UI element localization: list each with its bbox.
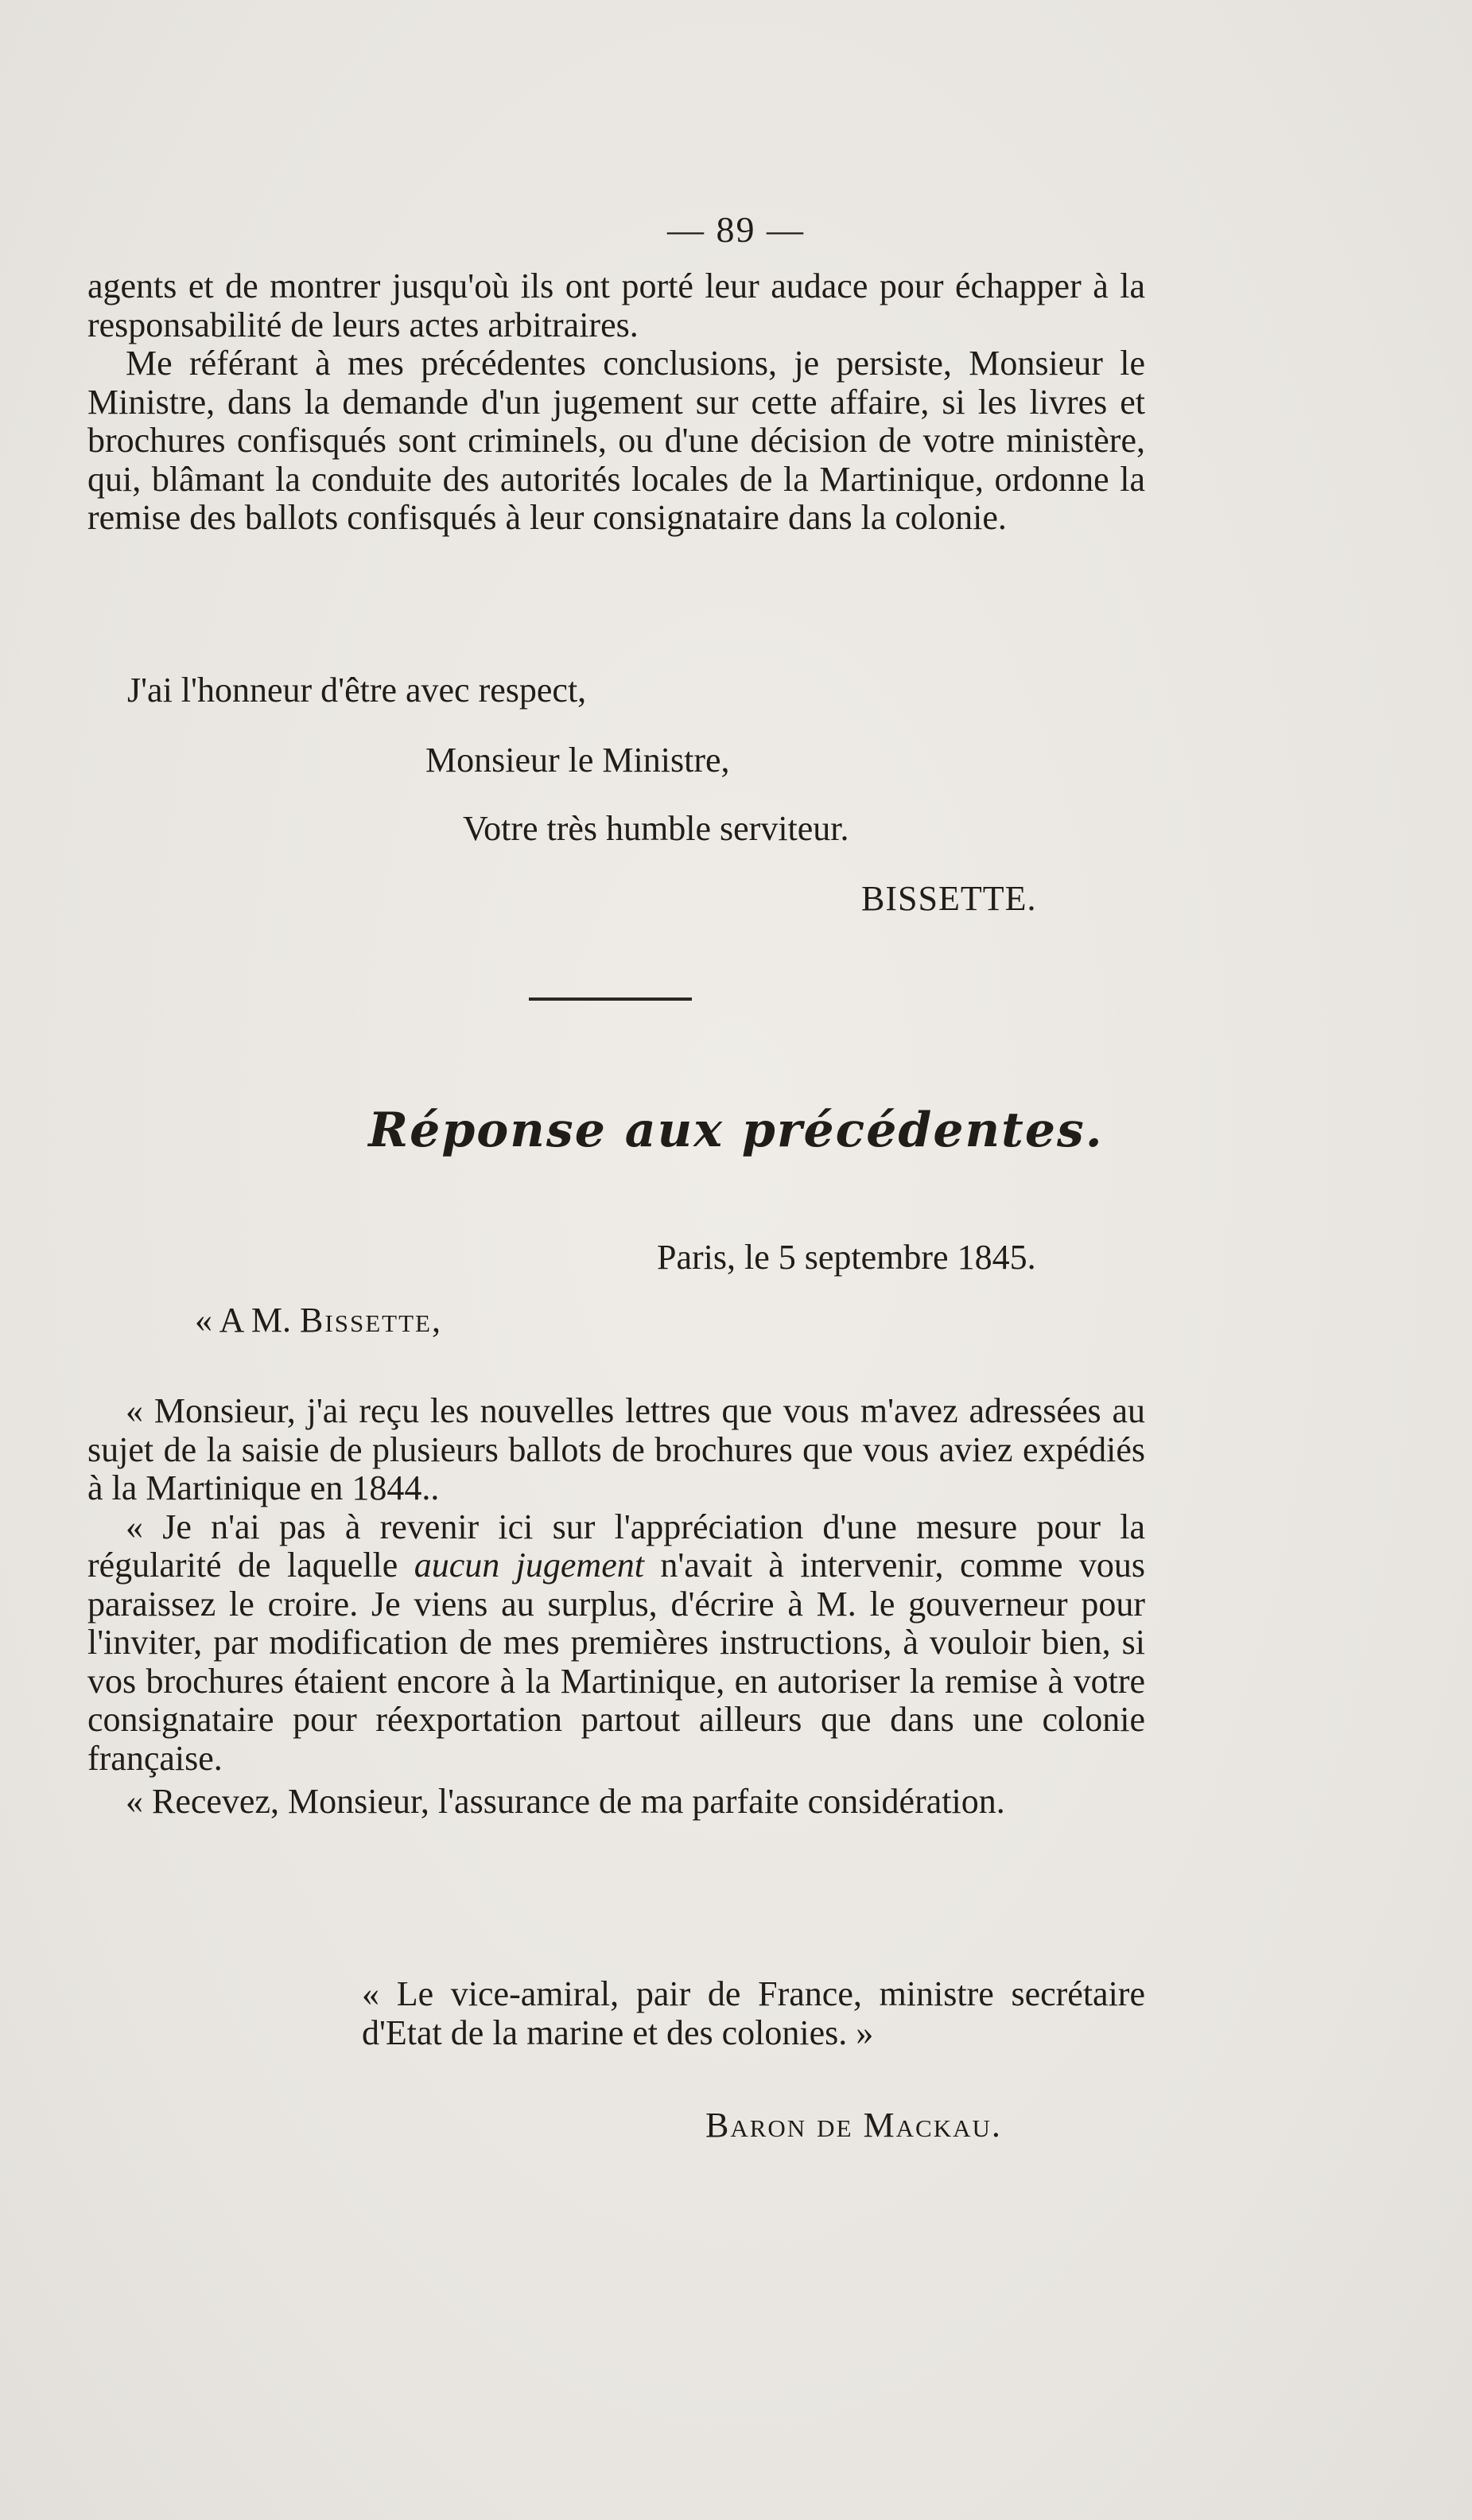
paragraph: agents et de montrer jusqu'où ils ont porté leur audace pour échapper à la responsabilité de leurs actes arbitraires. xyxy=(87,266,1145,344)
page-number: — 89 — xyxy=(667,209,805,250)
letter-date: Paris, le 5 septembre 1845. xyxy=(657,1238,1036,1277)
paragraph: « Recevez, Monsieur, l'assurance de ma parfaite considération. xyxy=(126,1782,1005,1821)
closing-line: J'ai l'honneur d'être avec respect, xyxy=(127,671,587,710)
addressee-name: Bissette, xyxy=(300,1301,442,1340)
paragraph: Me référant à mes précédentes conclusions, je persiste, Monsieur le Ministre, dans la demande d'un jugement sur cette affaire, si les livres et brochures confisqués sont criminels, ou d'une décision de votre ministère, qui, blâmant la conduite des autorités locales de la Martinique, ordonne la remise des ballots confisqués à leur consignataire dans la colonie. xyxy=(87,344,1145,537)
servant-line: Votre très humble serviteur. xyxy=(463,809,849,848)
addressee-prefix: « A M. xyxy=(195,1301,292,1340)
signature-bissette: BISSETTE. xyxy=(861,879,1037,918)
section-divider xyxy=(529,998,692,1001)
signature-mackau: Baron de Mackau. xyxy=(705,2106,1002,2145)
paragraph xyxy=(87,1508,1145,1779)
emphasis: aucun jugement xyxy=(414,1546,644,1585)
salutation: Monsieur le Ministre, xyxy=(425,741,730,780)
paragraph-end: n'avait à intervenir, comme vous paraissez le croire. Je viens au surplus, d'écrire à M. le gouverneur pour l'inviter, par modification de mes premières instructions, à vouloir bien, si vos brochures étaient encore à la Martinique, en autoriser la remise à votre consignataire pour réexportation partout ailleurs que dans une colonie française. xyxy=(87,1546,1146,1778)
paragraph-start: « Je n'ai pas à revenir ici sur l'appréciation d'une mesure pour la régularité de laquelle xyxy=(87,1507,1145,1585)
addressee xyxy=(195,1301,442,1340)
section-title: Réponse aux précédentes. xyxy=(368,1102,1104,1158)
letter-body xyxy=(87,267,1145,538)
title-block: « Le vice-amiral, pair de France, ministre secrétaire d'Etat de la marine et des colonies. » xyxy=(362,1974,1145,2052)
reply-body xyxy=(87,1392,1145,1822)
paragraph: « Monsieur, j'ai reçu les nouvelles lettres que vous m'avez adressées au sujet de la saisie de plusieurs ballots de brochures que vous aviez expédiés à la Martinique en 1844.. xyxy=(87,1391,1145,1507)
